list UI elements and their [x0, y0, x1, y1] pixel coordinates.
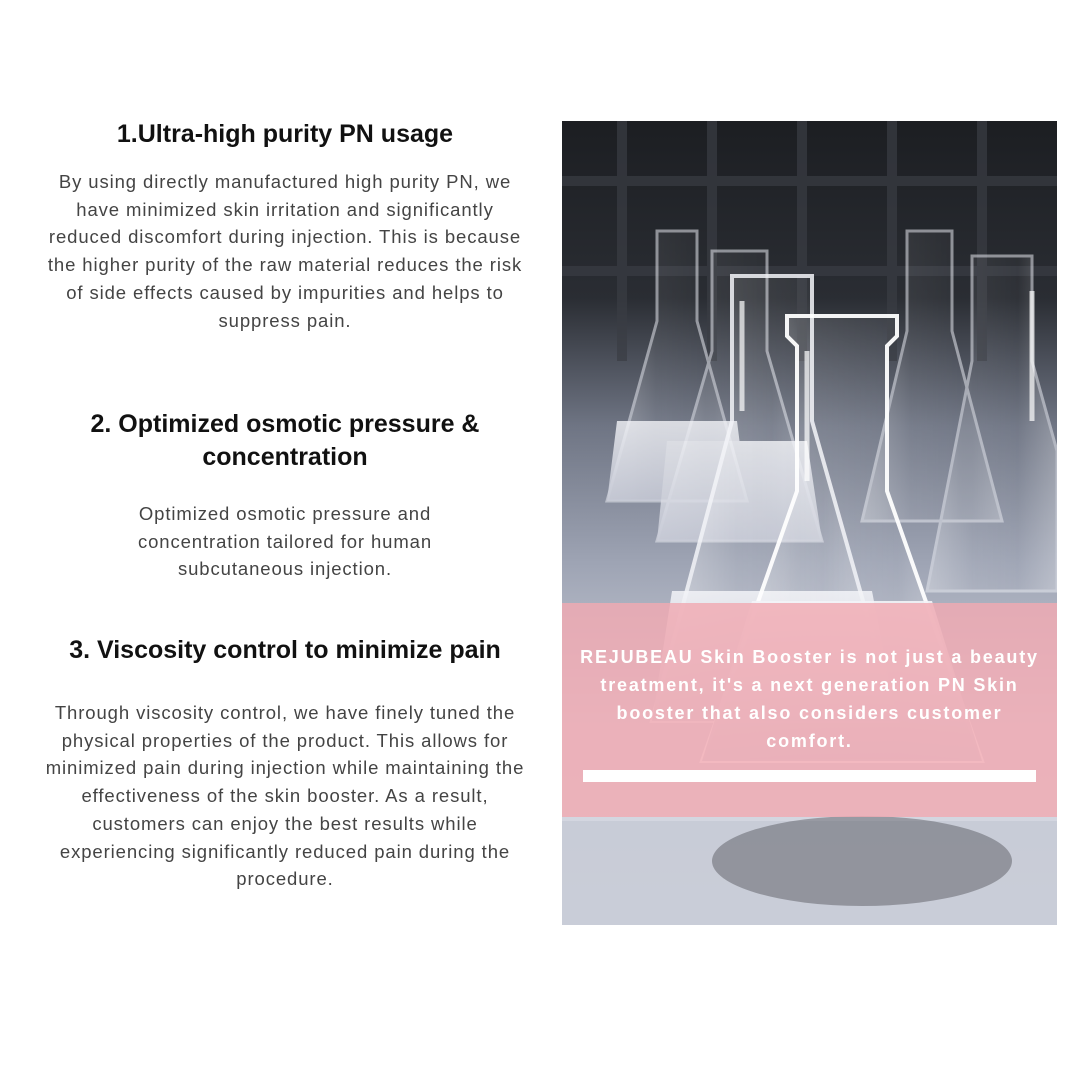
section-3-title: 3. Viscosity control to minimize pain [69, 636, 501, 664]
section-3-body: Through viscosity control, we have finely tuned the physical properties of the product. This allows for minimized pain during injection while maintaining the effectiveness of the skin booster. As a result, customers can enjoy the best results while experiencing significantly reduced pain during the procedure. [45, 702, 525, 890]
section-1-body: By using directly manufactured high purity PN, we have minimized skin irritation and significantly reduced discomfort during injection. This is because the higher purity of the raw material reduces the risk of side effects caused by impurities and helps to suppress pain. [47, 171, 523, 331]
section-1-title: 1.Ultra-high purity PN usage [116, 120, 454, 148]
tagline-text: REJUBEAU Skin Booster is not just a beauty treatment, it's a next generation PN Skin booster that also considers customer comfort. [580, 647, 1039, 751]
section-2-body: Optimized osmotic pressure and concentration tailored for human subcutaneous injection. [137, 503, 433, 580]
section-2-title: 2. Optimized osmotic pressure & concentration [90, 410, 480, 471]
tagline-divider-bar [583, 770, 1036, 782]
tagline-overlay [562, 603, 1057, 817]
